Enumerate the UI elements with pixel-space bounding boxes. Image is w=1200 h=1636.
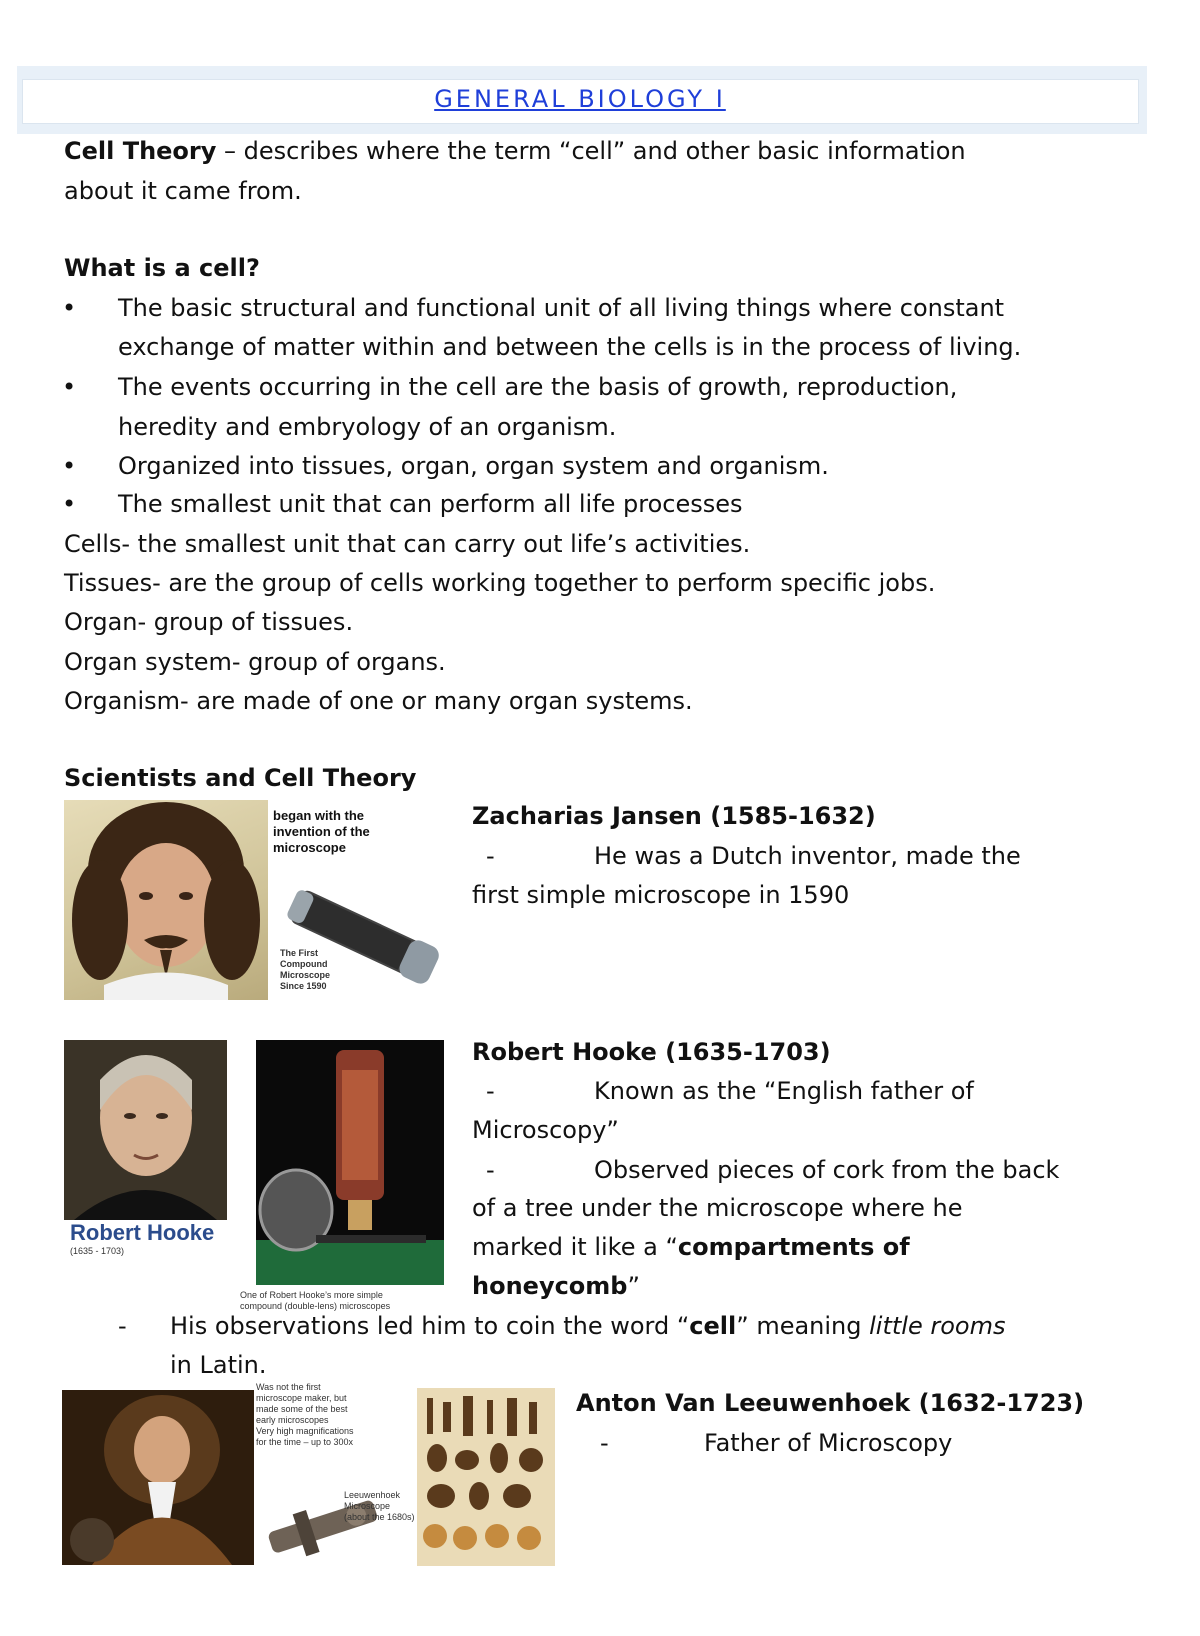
bullet-marker: •: [62, 373, 77, 401]
definition-line: Tissues- are the group of cells working together to perform specific jobs.: [64, 569, 936, 597]
hooke-portrait-drawing: [64, 1040, 227, 1220]
caption-line: Was not the first: [256, 1382, 321, 1392]
hooke-microscope-photo: [256, 1040, 444, 1285]
jansen-img-small-caption: [280, 948, 330, 992]
caption-line: Leeuwenhoek: [344, 1490, 401, 1500]
microorganism-drawings: [417, 1388, 555, 1566]
hooke-p3-line-2: in Latin.: [170, 1351, 267, 1379]
text-run: His observations led him to coin the word “: [170, 1312, 690, 1340]
caption-line: made some of the best: [256, 1404, 348, 1414]
caption-line: Very high magnifications: [256, 1426, 354, 1436]
caption-line: Microscope: [280, 970, 331, 980]
caption-line: microscope: [273, 840, 346, 855]
definition-line: Organ system- group of organs.: [64, 648, 446, 676]
caption-line: began with the: [273, 808, 364, 823]
text-run: ”: [627, 1272, 640, 1300]
intro-term: Cell Theory: [64, 137, 217, 165]
jansen-line-2: first simple microscope in 1590: [472, 881, 850, 909]
hooke-p1-line-2: Microscopy”: [472, 1116, 619, 1144]
bullet-marker: •: [62, 490, 77, 518]
hooke-microscope-drawing: [256, 1040, 444, 1285]
bullet-text: exchange of matter within and between the cells is in the process of living.: [118, 333, 1022, 361]
bullet-marker: •: [62, 452, 77, 480]
bullet-text: The smallest unit that can perform all life processes: [118, 490, 743, 518]
bullet-text: The basic structural and functional unit of all living things where constant: [118, 294, 1005, 322]
caption-line: early microscopes: [256, 1415, 329, 1425]
caption-line: (about the 1680s): [344, 1512, 415, 1522]
dash-marker: -: [486, 842, 495, 870]
text-run-bold: compartments of: [677, 1233, 910, 1261]
hooke-img-label: Robert Hooke: [70, 1220, 215, 1245]
bullet-text: heredity and embryology of an organism.: [118, 413, 617, 441]
hooke-p2-line-3: [472, 1227, 910, 1267]
text-run: ” meaning: [736, 1312, 870, 1340]
jansen-img-caption: [273, 808, 370, 856]
hooke-img-years: (1635 - 1703): [70, 1246, 125, 1256]
dash-marker: -: [486, 1077, 495, 1105]
leeuwenhoek-portrait: [62, 1390, 254, 1565]
caption-line: One of Robert Hooke’s more simple: [240, 1290, 383, 1300]
caption-line: microscope maker, but: [256, 1393, 347, 1403]
dash-marker: -: [486, 1156, 495, 1184]
jansen-name: Zacharias Jansen (1585-1632): [472, 802, 876, 830]
bullet-text: The events occurring in the cell are the basis of growth, reproduction,: [118, 373, 958, 401]
caption-line: compound (double-lens) microscopes: [240, 1301, 391, 1311]
caption-line: invention of the: [273, 824, 370, 839]
definition-line: Cells- the smallest unit that can carry out life’s activities.: [64, 530, 751, 558]
leeuwenhoek-img-caption: [256, 1382, 354, 1448]
leeuwenhoek-line-1: Father of Microscopy: [704, 1429, 953, 1457]
jansen-portrait: [64, 800, 268, 1000]
hooke-p3-line-1: [170, 1306, 1005, 1346]
microorganism-drawings-svg: [417, 1388, 555, 1566]
hooke-p2-line-2: of a tree under the microscope where he: [472, 1194, 963, 1222]
jansen-line-1: He was a Dutch inventor, made the: [594, 842, 1021, 870]
text-run-italic: little rooms: [869, 1312, 1006, 1340]
intro-definition: – describes where the term “cell” and other basic information: [216, 137, 966, 165]
section-heading-what-is-cell: What is a cell?: [64, 254, 260, 282]
hooke-p2-line-4: [472, 1266, 640, 1306]
intro-line-1: [64, 131, 966, 171]
leeuwenhoek-img-small-caption: [344, 1490, 415, 1523]
text-run-bold: honeycomb: [472, 1272, 628, 1300]
jansen-portrait-drawing: [64, 800, 268, 1000]
definition-line: Organism- are made of one or many organ systems.: [64, 687, 693, 715]
hooke-name: Robert Hooke (1635-1703): [472, 1038, 831, 1066]
caption-line: Compound: [280, 959, 328, 969]
caption-line: The First: [280, 948, 319, 958]
caption-line: for the time – up to 300x: [256, 1437, 354, 1447]
intro-line-2: about it came from.: [64, 177, 302, 205]
definition-line: Organ- group of tissues.: [64, 608, 354, 636]
page-title: GENERAL BIOLOGY I: [434, 85, 726, 113]
hooke-portrait: [64, 1040, 227, 1250]
leeuwenhoek-name: Anton Van Leeuwenhoek (1632-1723): [576, 1389, 1085, 1417]
caption-line: Microscope: [344, 1501, 391, 1511]
hooke-p2-line-1: Observed pieces of cork from the back: [594, 1156, 1060, 1184]
bullet-marker: •: [62, 294, 77, 322]
hooke-p1-line-1: Known as the “English father of: [594, 1077, 974, 1105]
text-run-bold: cell: [689, 1312, 737, 1340]
text-run: marked it like a “: [472, 1233, 678, 1261]
bullet-text: Organized into tissues, organ, organ system and organism.: [118, 452, 829, 480]
dash-marker: -: [118, 1312, 127, 1340]
leeuwenhoek-portrait-drawing: [62, 1390, 254, 1565]
section-heading-scientists: Scientists and Cell Theory: [64, 764, 417, 792]
dash-marker: -: [600, 1429, 609, 1457]
caption-line: Since 1590: [280, 981, 327, 991]
